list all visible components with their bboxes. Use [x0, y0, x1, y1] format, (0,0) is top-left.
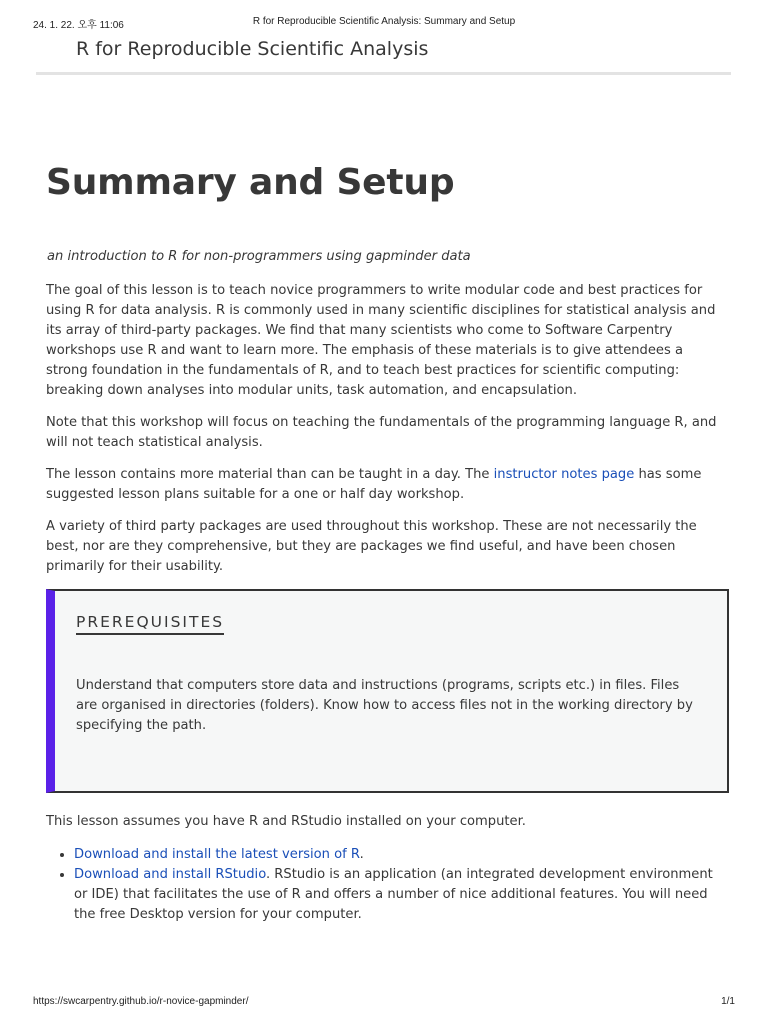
install-list	[46, 845, 722, 925]
download-rstudio-link[interactable]: Download and install RStudio	[74, 867, 266, 882]
print-date: 24. 1. 22. 오후 11:06	[33, 20, 124, 31]
packages-paragraph: A variety of third party packages are used throughout this workshop. These are not necessarily the best, nor are they comprehensive, but they are packages we find useful, and have been chosen primarily for their usability.	[46, 519, 697, 574]
prerequisites-body: Understand that computers store data and instructions (programs, scripts etc.) in files. Files are organised in directories (folders). Know how to access files not in the working directory by specifying the path.	[76, 678, 693, 733]
download-r-link[interactable]: Download and install the latest version of R	[74, 847, 360, 862]
intro-section	[46, 281, 724, 589]
list-item	[74, 865, 722, 925]
print-footer-url: https://swcarpentry.github.io/r-novice-gapminder/	[33, 996, 249, 1007]
goal-paragraph: The goal of this lesson is to teach novice programmers to write modular code and best practices for using R for data analysis. R is commonly used in many scientific disciplines for statistical analysis and its array of third-party packages. We find that many scientists who come to Software Carpentry workshops use R and want to learn more. The emphasis of these materials is to give attendees a strong foundation in the fundamentals of R, and to teach best practices for scientific computing: breaking down analyses into modular units, task automation, and encapsulation.	[46, 283, 716, 398]
print-footer-page-number: 1/1	[721, 996, 735, 1007]
instructor-text-after: has some suggested lesson plans suitable for a one or half day workshop.	[46, 467, 702, 502]
prerequisites-title: PREREQUISITES	[76, 613, 224, 635]
instructor-notes-link[interactable]: instructor notes page	[493, 467, 635, 482]
focus-paragraph: Note that this workshop will focus on teaching the fundamentals of the programming language R, and will not teach statistical analysis.	[46, 415, 717, 450]
site-navbar	[36, 34, 731, 75]
prerequisites-callout	[46, 589, 729, 793]
list-item	[74, 845, 722, 865]
print-page-title: R for Reproducible Scientific Analysis: Summary and Setup	[252, 16, 516, 27]
setup-assumption: This lesson assumes you have R and RStudio installed on your computer.	[46, 814, 526, 829]
site-title-link[interactable]: R for Reproducible Scientific Analysis	[76, 38, 429, 60]
download-rstudio-text: . RStudio is an application (an integrated development environment or IDE) that facilitates the use of R and offers a number of nice additional features. You will need the free Desktop version for your computer.	[74, 867, 713, 922]
download-r-text: .	[359, 847, 364, 862]
page-heading: Summary and Setup	[46, 162, 455, 203]
instructor-paragraph	[46, 465, 724, 505]
instructor-text-before: The lesson contains more material than can be taught in a day. The	[46, 467, 494, 482]
page-subtitle: an introduction to R for non-programmers using gapminder data	[47, 249, 471, 264]
print-header	[33, 16, 735, 30]
